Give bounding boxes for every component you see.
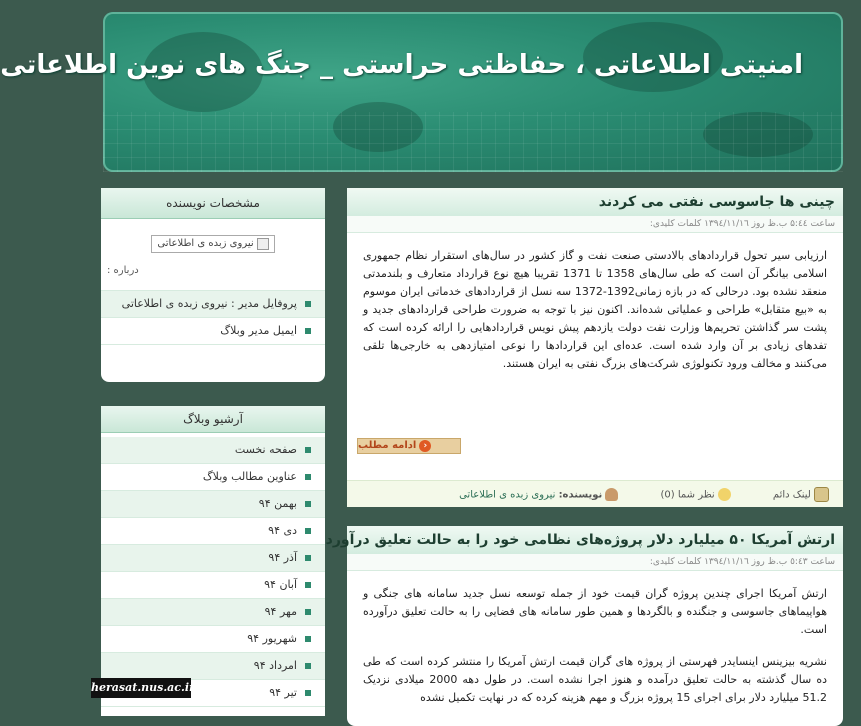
archive-item-month[interactable]: شهریور ۹۴ <box>101 626 325 653</box>
square-bullet-icon <box>305 636 311 642</box>
archive-item-month[interactable]: تیر ۹۴ <box>101 680 325 707</box>
post-meta: ساعت ۵:٤٤ ب.ظ روز ۱۳۹٤/۱۱/۱٦ کلمات کلیدی: <box>347 216 843 233</box>
archive-item-month[interactable]: آذر ۹۴ <box>101 545 325 572</box>
post-body-paragraph: ارتش آمریکا اجرای چندین پروژه گران قیمت خود از جمله توسعه نسل جدید سامانه های جنگی و هواپیماهای جاسوسی و جنگنده و بالگردها و همین طور سامانه های فضایی را به حالت تعلیق درآورده است. <box>363 587 827 636</box>
comments-link[interactable]: نظر شما (0) <box>660 488 730 501</box>
user-icon <box>605 488 618 501</box>
magnifier-icon <box>814 487 829 502</box>
square-bullet-icon <box>305 609 311 615</box>
square-bullet-icon <box>305 555 311 561</box>
post-card <box>347 188 843 506</box>
square-bullet-icon <box>305 501 311 507</box>
square-bullet-icon <box>305 447 311 453</box>
post-meta: ساعت ٥:٤٣ ب.ظ روز ۱۳۹٤/۱۱/۱٦ کلمات کلیدی: <box>347 554 843 571</box>
archive-item-month[interactable]: مهر ۹۴ <box>101 599 325 626</box>
post-title[interactable]: چینی ها جاسوسی نفتی می کردند <box>347 188 843 216</box>
post-body-paragraph: نشریه بیزینس اینسایدر فهرستی از پروژه های گران قیمت ارتش آمریکا را منتشر کرده است که طی ده سال گذشته به حالت تعلیق درآمده و هنوز اجرا نشده است. در طول دهه 2000 میلادی نزدیک 51.2 میلیارد دلار برای اجرای 15 پروژه بزرگ و مهم هزینه کرده که در نهایت تکمیل نشده <box>363 655 827 704</box>
permalink[interactable]: لینک دائم <box>773 487 829 502</box>
author-box-title: مشخصات نویسنده <box>101 188 325 219</box>
archive-box-title: آرشیو وبلاگ <box>101 406 325 433</box>
author-email-link[interactable]: ایمیل مدیر وبلاگ <box>101 318 325 345</box>
post-card <box>325 526 843 726</box>
source-watermark: herasat.nus.ac.ir <box>91 678 191 698</box>
about-label: درباره : <box>107 265 139 276</box>
archive-item-month[interactable]: بهمن ۹۴ <box>101 491 325 518</box>
speech-bubble-icon <box>718 488 731 501</box>
post-author: نویسنده: نیروی زبده ی اطلاعاتی <box>459 488 618 501</box>
archive-item-month[interactable]: دی ۹۴ <box>101 518 325 545</box>
read-more-button[interactable]: ‹ ادامه مطلب <box>357 438 461 454</box>
author-image-alt: نیروی زبده ی اطلاعاتی <box>157 238 254 249</box>
square-bullet-icon <box>305 663 311 669</box>
author-profile-link[interactable]: پروفایل مدیر : نیروی زبده ی اطلاعاتی <box>101 291 325 318</box>
header-grid-decoration <box>103 112 843 172</box>
archive-box <box>101 406 325 716</box>
square-bullet-icon <box>305 582 311 588</box>
square-bullet-icon <box>305 474 311 480</box>
post-body: ارزیابی سیر تحول قراردادهای بالادستی صنعت نفت و گاز کشور در سال‌های استقرار نظام جمهوری اسلامی بیانگر آن است که طی سال‌های 1358 تا 1371 تقریبا هیچ نوع قرارداد متعارف و بلندمدتی منعقد نشده بود. درحالی که در بازه زمانی1392-1372 سه نسل از قراردادهای خدماتی ایران موسوم به «بیع متقابل» طراحی و عملیاتی شده‌اند. اکنون نیز با توجه به ضرورت طراحی قراردادهای جدید و پشت سر گذاشتن تحریم‌ها وزارت نفت دولت یازدهم پیش نویس قراردادهایی را ارائه کرده است که تفدهای زیادی بر آن وارد شده است. عده‌ای این قراردادها را نوعی امتیازدهی به خارجی‌ها تلقی می‌کنند و مخالف ورود تکنولوژی شرکت‌های بزرگ نفتی به ایران هستند. <box>363 249 827 370</box>
broken-image-icon <box>257 238 269 250</box>
site-header <box>0 12 843 172</box>
archive-item-month[interactable]: آبان ۹۴ <box>101 572 325 599</box>
archive-item-home[interactable]: صفحه نخست <box>101 437 325 464</box>
square-bullet-icon <box>305 328 311 334</box>
archive-item-titles[interactable]: عناوین مطالب وبلاگ <box>101 464 325 491</box>
site-title[interactable]: امنیتی اطلاعاتی ، حفاظتی حراستی _ جنگ های نوین اطلاعاتی <box>0 50 803 80</box>
author-image <box>151 235 275 253</box>
square-bullet-icon <box>305 528 311 534</box>
post-title[interactable]: ارتش آمریکا ۵۰ میلیارد دلار پروژه‌های نظامی خود را به حالت تعلیق درآورد <box>347 526 843 554</box>
post-footer <box>347 480 843 507</box>
square-bullet-icon <box>305 690 311 696</box>
archive-item-month[interactable]: امرداد ۹۴ <box>101 653 325 680</box>
author-box <box>101 188 325 382</box>
arrow-circle-icon: ‹ <box>419 440 431 452</box>
square-bullet-icon <box>305 301 311 307</box>
